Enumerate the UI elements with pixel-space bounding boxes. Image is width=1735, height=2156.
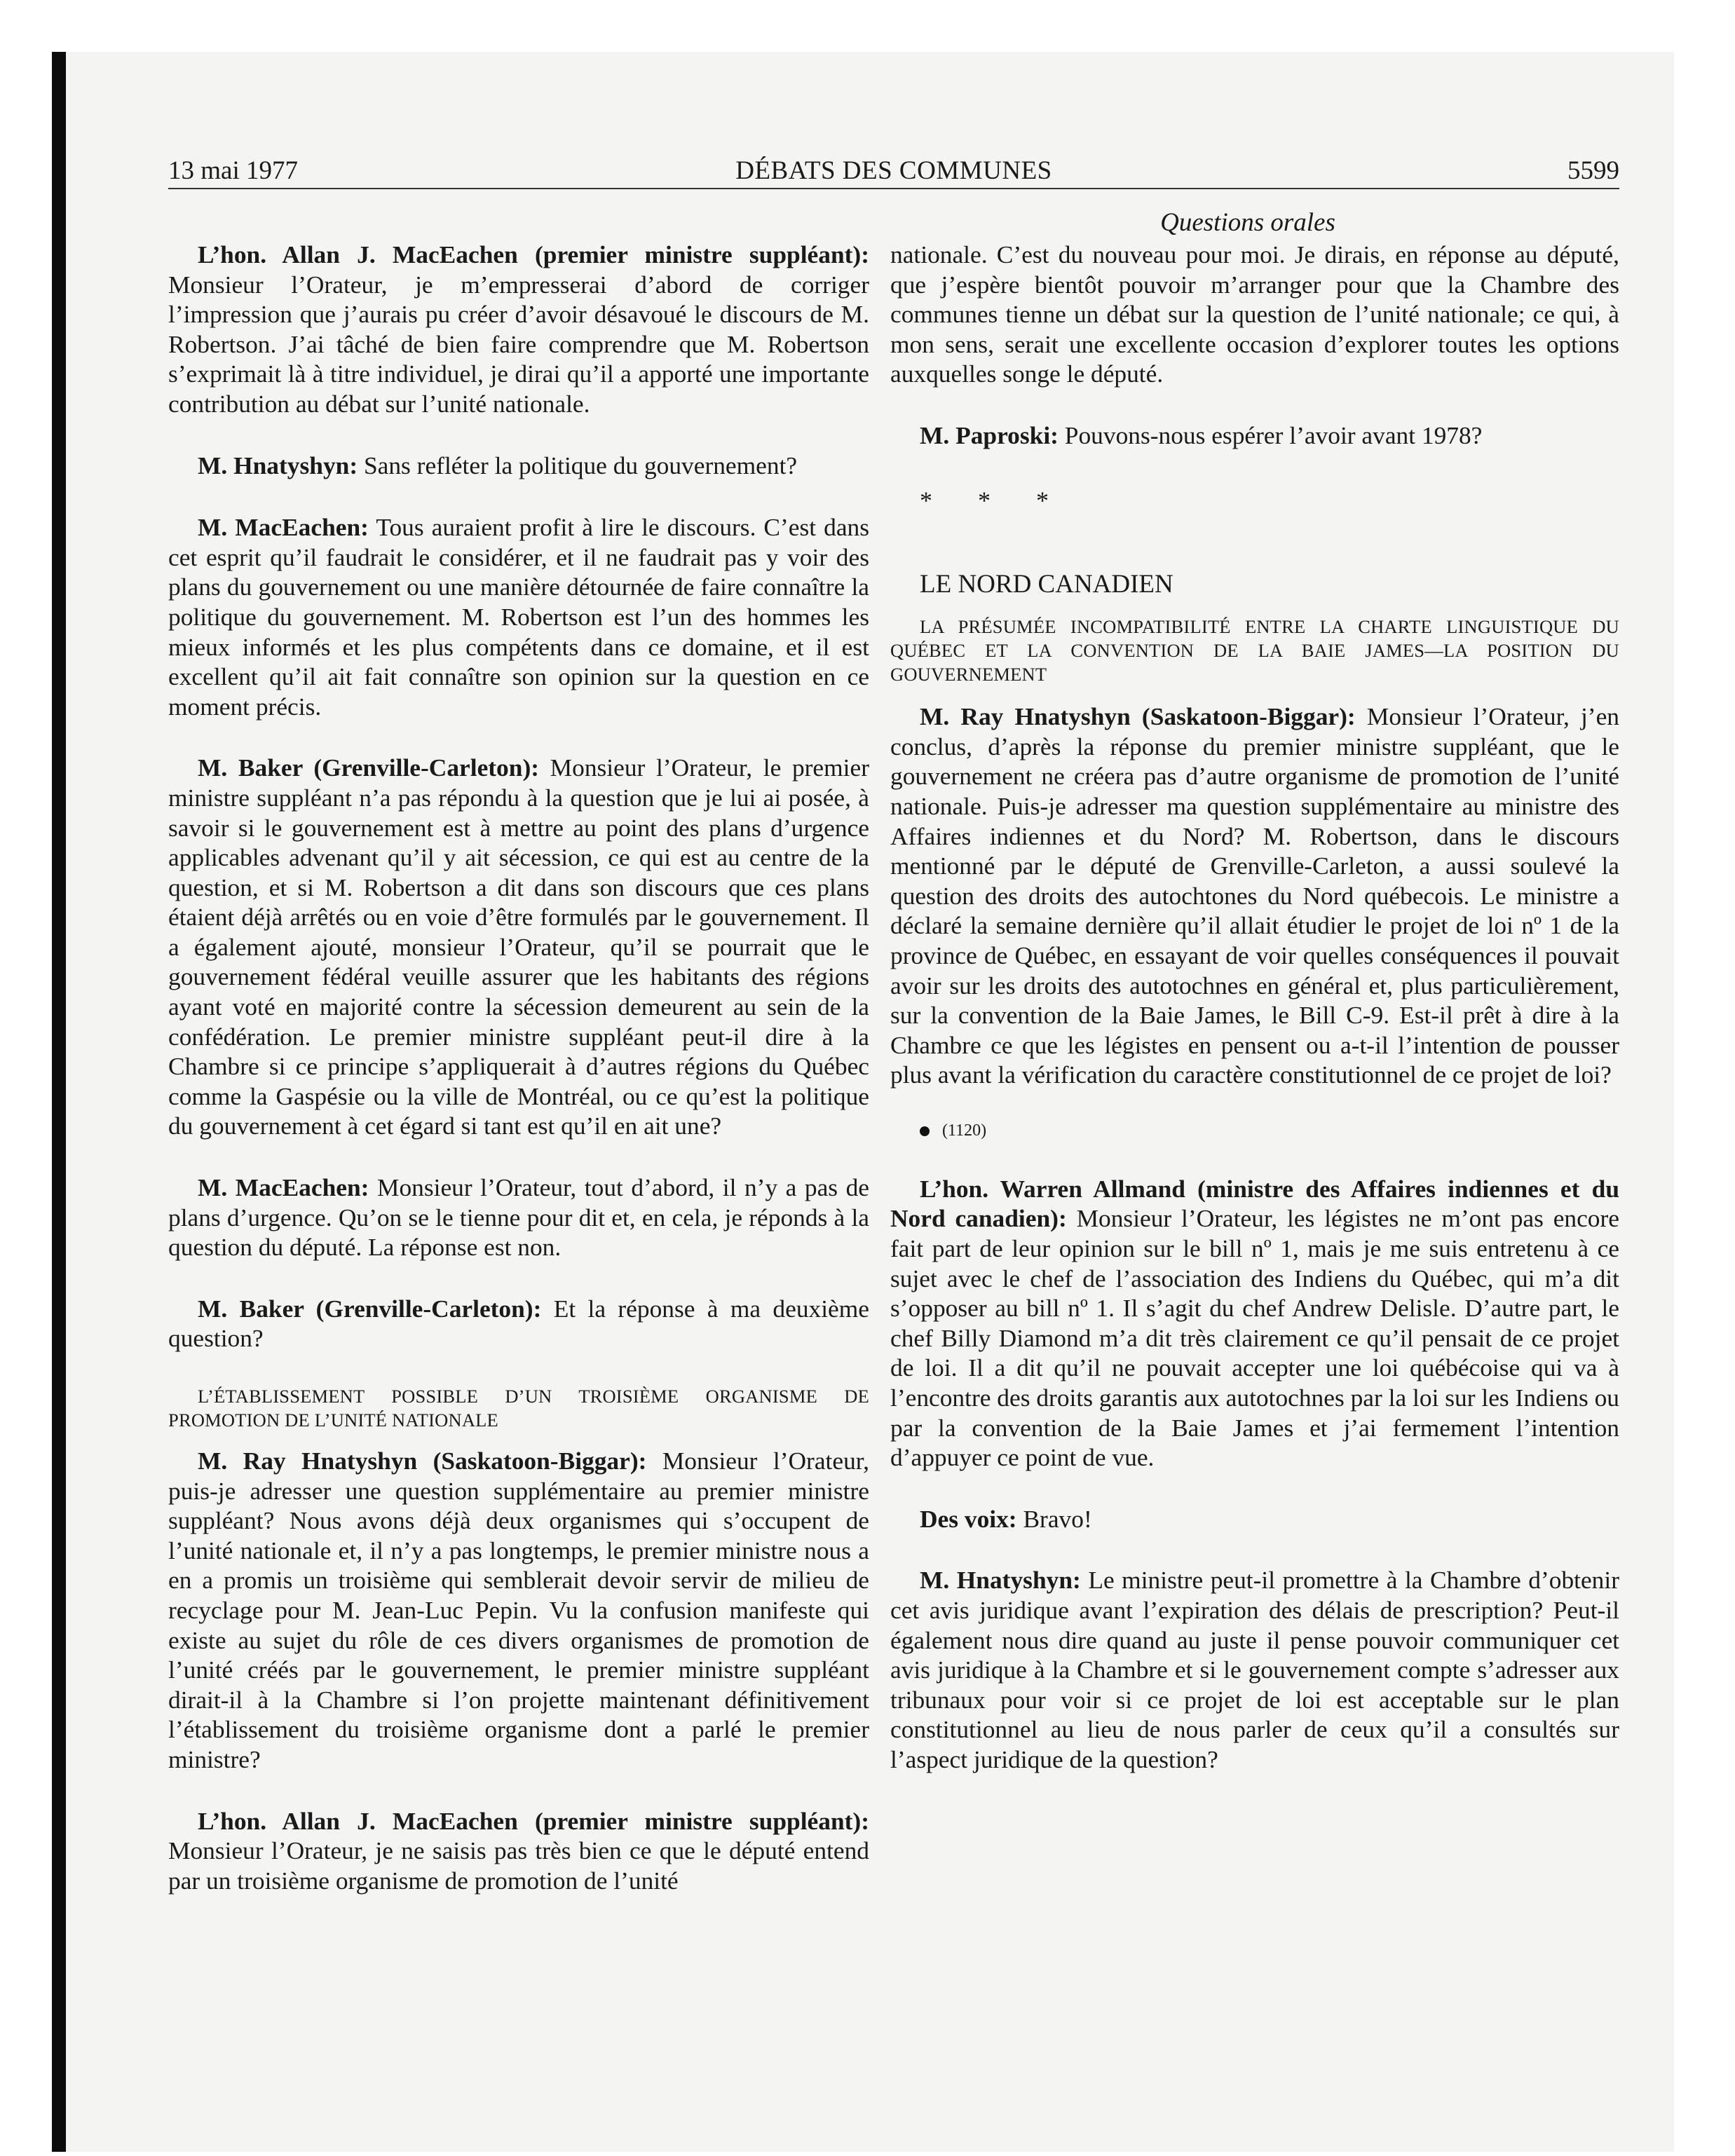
speaker-name: M. Hnatyshyn: (920, 1566, 1081, 1595)
speech-text: Sans refléter la politique du gouvernement? (363, 451, 798, 479)
speech-text: Et la réponse à ma deuxième question? (168, 1294, 869, 1353)
scan-edge-shadow (52, 52, 66, 2152)
speaker-name: M. Hnatyshyn: (198, 451, 358, 479)
running-head: Questions orales (1160, 208, 1335, 237)
speaker-name: Des voix: (920, 1504, 1017, 1533)
time-marker-text: (1120) (942, 1121, 987, 1140)
paragraph (890, 1565, 1619, 1774)
header-date: 13 mai 1977 (168, 156, 298, 185)
speech-text: Le ministre peut-il promettre à la Chambre d’obtenir cet avis juridique avant l’expiration des délais de prescription? Peut-il également nous dire quand au juste il pense pouvoir communiquer cet avis juridique à la Chambre et si le gouvernement compte s’adresser aux tribunaux pour voir si ce projet de loi est acceptable sur le plan constitutionnel au lieu de nous parler de ceux qu’il a consultés sur l’aspect juridique de la question? (890, 1566, 1619, 1773)
time-marker (890, 1118, 1619, 1143)
header-title: DÉBATS DES COMMUNES (735, 156, 1052, 185)
paragraph (168, 1294, 869, 1353)
subheading: LA PRÉSUMÉE INCOMPATIBILITÉ ENTRE LA CHARTE LINGUISTIQUE DU QUÉBEC ET LA CONVENTION DE LA BAIE JAMES—LA POSITION DU GOUVERNEMENT (890, 616, 1619, 685)
paragraph (168, 451, 869, 481)
page-header (168, 156, 1619, 198)
paragraph (168, 512, 869, 721)
left-column (168, 238, 869, 1895)
speech-text: Monsieur l’Orateur, les légistes ne m’ont pas encore fait part de leur opinion sur le bill nº 1, mais je me suis entretenu à ce sujet avec le chef de l’association des Indiens du Québec, qui m’a dit s’opposer au bill nº 1. Il s’agit du chef Andrew Delisle. D’autre part, le chef Billy Diamond m’a dit très clairement ce qu’il pensait de ce projet de loi. Il a dit qu’il ne pouvait accepter une loi québécoise qui va à l’encontre des droits garantis aux autotochnes par la loi sur les Indiens ou par la convention de la Baie James et j’ai fermement l’intention d’appuyer ce point de vue. (890, 1204, 1619, 1472)
speech-text: Monsieur l’Orateur, le premier ministre suppléant n’a pas répondu à la question que je lui ai posée, à savoir si le gouvernement est à mettre au point des plans d’urgence applicables advenant qu’il y ait sécession, ce qui est au centre de la question, et si M. Robertson a dit dans son discours que ces plans étaient déjà arrêtés ou en voie d’être formulés par le gouvernement. Il a également ajouté, monsieur l’Orateur, qu’il se pourrait que le gouvernement fédéral veuille assurer que les habitants des régions ayant voté en majorité contre la sécession demeurent au sein de la confédération. Le premier ministre suppléant peut-il dire à la Chambre si ce principe s’appliquerait à d’autres régions du Québec comme la Gaspésie ou la ville de Montréal, ou ce qu’est la politique du gouvernement à cet égard si tant est qu’il en ait une? (168, 753, 869, 1140)
bullet-dot-icon (920, 1126, 930, 1136)
speaker-name: M. Baker (Grenville-Carleton): (198, 753, 540, 782)
speech-text: Monsieur l’Orateur, tout d’abord, il n’y a pas de plans d’urgence. Qu’on se le tienne pour dit et, en cela, je réponds à la question du député. La réponse est non. (168, 1173, 869, 1262)
section-title: LE NORD CANADIEN (920, 570, 1173, 599)
right-column (890, 238, 1619, 1775)
speech-text: Tous auraient profit à lire le discours. C’est dans cet esprit qu’il faudrait le considérer, et il ne faudrait pas y voir des plans du gouvernement ou une manière détournée de faire connaître la politique du gouvernement. M. Robertson est l’un des hommes les mieux informés et les plus compétents dans ce domaine, et il est excellent qu’il ait fait connaître son opinion sur la question en ce moment précis. (168, 513, 869, 721)
speech-text: Monsieur l’Orateur, j’en conclus, d’après la réponse du premier ministre suppléant, que le gouvernement ne créera pas d’autre organisme de promotion de l’unité nationale. Puis-je adresser ma question supplémentaire au ministre des Affaires indiennes et du Nord? M. Robertson, dans le discours mentionné par le député de Grenville-Carleton, a aussi soulevé la question des droits des autochtones du Nord québecois. Le ministre a déclaré la semaine dernière qu’il allait étudier le projet de loi nº 1 de la province de Québec, en essayant de voir quelles conséquences il pouvait avoir sur les droits des autotochnes en général et, plus particulièrement, sur la convention de la Baie James, le Bill C-9. Est-il prêt à dire à la Chambre ce que les légistes en pensent ou a-t-il l’intention de pousser plus avant la vérification du caractère constitutionnel de ce projet de loi? (890, 702, 1619, 1089)
speaker-name: M. Ray Hnatyshyn (Saskatoon-Biggar): (198, 1447, 647, 1475)
paragraph (890, 1174, 1619, 1473)
paragraph (168, 1806, 869, 1896)
paragraph (890, 1504, 1619, 1534)
header-rule (168, 188, 1619, 189)
speech-text: Bravo! (1023, 1504, 1092, 1533)
paragraph (168, 1446, 869, 1775)
speaker-name: L’hon. Allan J. MacEachen (premier ministre suppléant): (198, 240, 869, 268)
speech-text: Monsieur l’Orateur, je m’empresserai d’abord de corriger l’impression que j’aurais pu créer d’avoir désavoué le discours de M. Robertson. J’ai tâché de bien faire comprendre que M. Robertson s’exprimait là à titre individuel, je dirai qu’il a apporté une importante contribution au débat sur l’unité nationale. (168, 270, 869, 418)
section-separator: * * * (920, 486, 1068, 514)
speech-text: nationale. C’est du nouveau pour moi. Je dirais, en réponse au député, que j’espère bientôt pouvoir m’arranger pour que la Chambre des communes tienne un débat sur la question de l’unité nationale; ce qui, à mon sens, serait une excellente occasion d’explorer toutes les options auxquelles songe le député. (890, 240, 1619, 388)
speaker-name: M. Ray Hnatyshyn (Saskatoon-Biggar): (920, 702, 1356, 731)
paragraph (168, 240, 869, 419)
speech-text: Pouvons-nous espérer l’avoir avant 1978? (1064, 421, 1483, 449)
speaker-name: M. Paproski: (920, 421, 1059, 449)
paragraph (890, 240, 1619, 389)
speech-text: Monsieur l’Orateur, puis-je adresser une question supplémentaire au premier ministre suppléant? Nous avons déjà deux organismes qui s’occupent de l’unité nationale et, il n’y a pas longtemps, le premier ministre nous a en a promis un troisième qui semblerait devoir servir de milieu de recyclage pour M. Jean-Luc Pepin. Vu la confusion manifeste qui existe au sujet du rôle de ces divers organismes de promotion de l’unité créés par le gouvernement, le premier ministre suppléant dirait-il à la Chambre si l’on projette maintenant définitivement l’établissement du troisième organisme dont a parlé le premier ministre? (168, 1447, 869, 1773)
header-page-number: 5599 (1567, 156, 1619, 185)
speaker-name: L’hon. Warren Allmand (ministre des Affaires indiennes et du Nord canadien): (890, 1174, 1619, 1233)
paragraph (168, 753, 869, 1141)
paragraph (168, 1173, 869, 1262)
subheading: L’ÉTABLISSEMENT POSSIBLE D’UN TROISIÈME ORGANISME DE PROMOTION DE L’UNITÉ NATIONALE (168, 1386, 869, 1431)
speaker-name: L’hon. Allan J. MacEachen (premier ministre suppléant): (198, 1806, 869, 1835)
paragraph (890, 702, 1619, 1090)
speaker-name: M. Baker (Grenville-Carleton): (198, 1294, 542, 1323)
speech-text: Monsieur l’Orateur, je ne saisis pas très bien ce que le député entend par un troisième organisme de promotion de l’unité (168, 1836, 869, 1895)
speaker-name: M. MacEachen: (198, 1173, 369, 1202)
paragraph (890, 421, 1619, 451)
speaker-name: M. MacEachen: (198, 513, 369, 542)
